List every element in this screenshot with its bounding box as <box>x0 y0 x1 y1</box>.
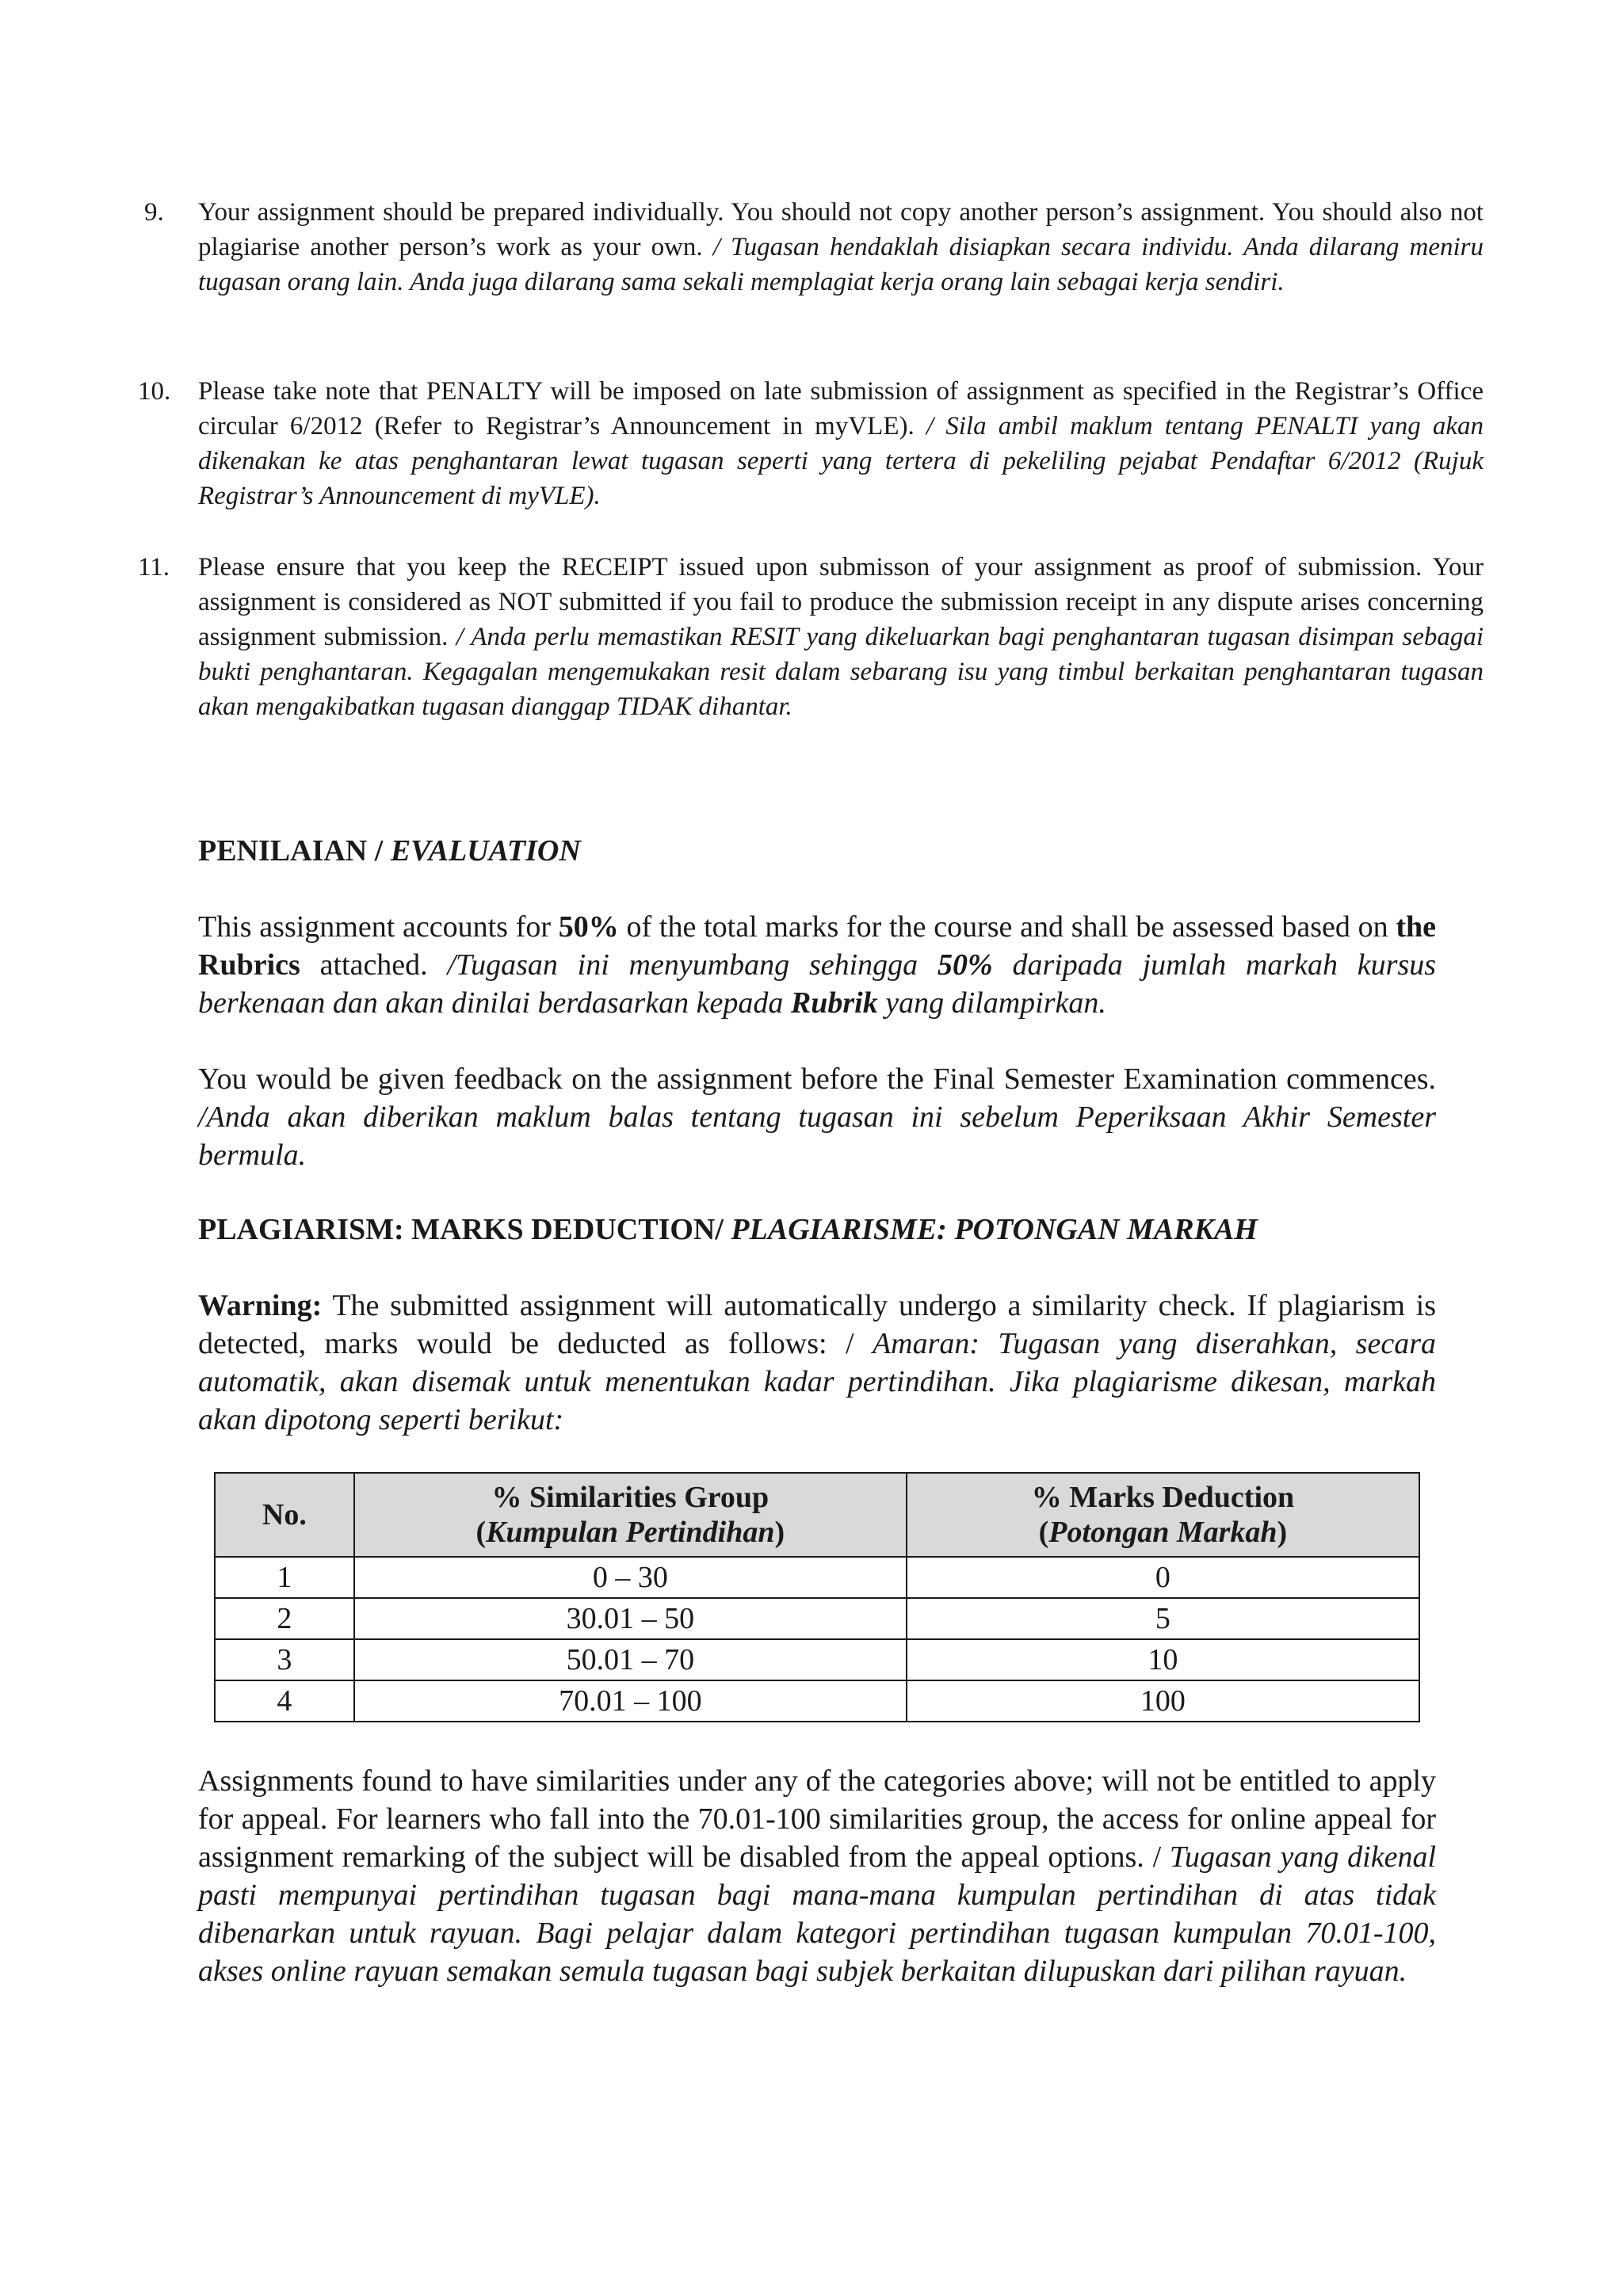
table-row <box>215 1639 1419 1680</box>
percentage-ms: 50% <box>937 948 993 982</box>
evaluation-heading <box>198 832 581 870</box>
text: This assignment accounts for <box>198 910 552 944</box>
text-ms: Tugasan yang dikenal pasti mempunyai pertindihan tugasan bagi mana-mana kumpulan pertindihan di atas tidak dibenarkan untuk rayuan. Bagi pelajar dalam kategori pertindihan tugasan kumpulan 70.01-100, akses online rayuan semakan semula tugasan bagi subjek berkaitan dilupuskan dari pilihan rayuan. <box>198 1840 1437 1988</box>
col-header-text: % Marks Deduction <box>1031 1481 1295 1514</box>
col-header-text-ms: Potongan Markah <box>1048 1516 1277 1549</box>
cell-deduction: 0 <box>907 1557 1419 1598</box>
similarity-deduction-table <box>214 1472 1420 1722</box>
table-row <box>215 1557 1419 1598</box>
col-header-no: No. <box>215 1473 354 1557</box>
text: of the total marks for the course and shall be assessed based on <box>626 910 1388 944</box>
text-ms: /Anda akan diberikan maklum balas tentang tugasan ini sebelum Peperiksaan Akhir Semester bermula. <box>198 1100 1436 1172</box>
text: You would be given feedback on the assignment before the Final Semester Examination commences. <box>198 1062 1436 1096</box>
text-ms: yang dilampirkan. <box>885 986 1106 1020</box>
text: The submitted assignment will automatically undergo a similarity check. If plagiarism is detected, marks would be deducted as follows: / <box>198 1289 1436 1360</box>
item-text-ms: / Tugasan hendaklah disiapkan secara individu. Anda dilarang meniru tugasan orang lain. Anda juga dilarang sama sekali memplagiat kerja orang lain sebagai kerja sendiri. <box>198 233 1484 296</box>
cell-group: 50.01 – 70 <box>354 1639 907 1680</box>
evaluation-paragraph-2 <box>198 1060 1436 1174</box>
item-number: 11. <box>138 553 170 582</box>
item-number: 10. <box>138 377 171 406</box>
col-header-similarities: % Similarities Group (Kumpulan Pertindihan) <box>354 1473 907 1557</box>
item-text-ms: / Sila ambil maklum tentang PENALTI yang akan dikenakan ke atas penghantaran lewat tugasan seperti yang tertera di pekeliling pejabat Pendaftar 6/2012 (Rujuk Registrar’s Announcement di myVLE). <box>198 412 1484 510</box>
table-row <box>215 1680 1419 1722</box>
cell-deduction: 10 <box>907 1639 1419 1680</box>
instruction-item-10 <box>138 374 1484 513</box>
text-ms: daripada jumlah markah kursus berkenaan dan akan dinilai berdasarkan kepada <box>198 948 1437 1020</box>
cell-no: 4 <box>215 1680 354 1722</box>
rubrik-label: Rubrik <box>790 986 878 1020</box>
cell-deduction: 100 <box>907 1680 1419 1722</box>
evaluation-heading-text: PENILAIAN / <box>198 834 384 868</box>
evaluation-paragraph-1 <box>198 908 1436 1022</box>
table-row <box>215 1598 1419 1639</box>
evaluation-heading-italic: EVALUATION <box>390 834 581 868</box>
rubrics-label: the Rubrics <box>198 910 1437 982</box>
cell-no: 3 <box>215 1639 354 1680</box>
text-ms: /Tugasan ini menyumbang sehingga <box>447 948 918 982</box>
text: attached. <box>319 948 428 982</box>
item-text-en: Please ensure that you keep the RECEIPT issued upon submisson of your assignment as proof of submission. Your assignment is considered as NOT submitted if you fail to produce the submission receipt in any dispute arises concerning assignment submission. <box>198 553 1484 651</box>
cell-group: 30.01 – 50 <box>354 1598 907 1639</box>
instruction-item-11 <box>138 550 1484 724</box>
plagiarism-heading <box>198 1211 1258 1249</box>
item-number: 9. <box>144 198 164 227</box>
table-header-row <box>215 1473 1419 1557</box>
item-text-en: Your assignment should be prepared individually. You should not copy another person’s assignment. You should also not plagiarise another person’s work as your own. <box>198 198 1484 261</box>
warning-label: Warning: <box>198 1289 323 1322</box>
plagiarism-heading-text: PLAGIARISM: MARKS DEDUCTION/ <box>198 1213 724 1246</box>
plagiarism-closing <box>198 1762 1436 1990</box>
cell-group: 0 – 30 <box>354 1557 907 1598</box>
cell-group: 70.01 – 100 <box>354 1680 907 1722</box>
col-header-text: % Similarities Group <box>491 1481 769 1514</box>
cell-no: 1 <box>215 1557 354 1598</box>
item-text-ms: / Anda perlu memastikan RESIT yang dikeluarkan bagi penghantaran tugasan disimpan sebagai bukti penghantaran. Kegagalan mengemukakan resit dalam sebarang isu yang timbul berkaitan penghantaran tugasan akan mengakibatkan tugasan dianggap TIDAK dihantar. <box>198 623 1484 721</box>
instruction-item-9 <box>144 195 1484 299</box>
cell-deduction: 5 <box>907 1598 1419 1639</box>
item-text-en: Please take note that PENALTY will be imposed on late submission of assignment as specified in the Registrar’s Office circular 6/2012 (Refer to Registrar’s Announcement in myVLE). <box>198 377 1484 441</box>
plagiarism-warning <box>198 1287 1436 1439</box>
col-header-deduction: % Marks Deduction (Potongan Markah) <box>907 1473 1419 1557</box>
col-header-text-ms: Kumpulan Pertindihan <box>486 1516 775 1549</box>
text-ms: Amaran: Tugasan yang diserahkan, secara automatik, akan disemak untuk menentukan kadar pertindihan. Jika plagiarisme dikesan, markah akan dipotong seperti berikut: <box>198 1327 1436 1436</box>
cell-no: 2 <box>215 1598 354 1639</box>
text: Assignments found to have similarities under any of the categories above; will not be entitled to apply for appeal. For learners who fall into the 70.01-100 similarities group, the access for online appeal for assignment remarking of the subject will be disabled from the appeal options. / <box>198 1764 1436 1874</box>
plagiarism-heading-italic: PLAGIARISME: POTONGAN MARKAH <box>731 1213 1258 1246</box>
percentage: 50% <box>558 910 619 944</box>
